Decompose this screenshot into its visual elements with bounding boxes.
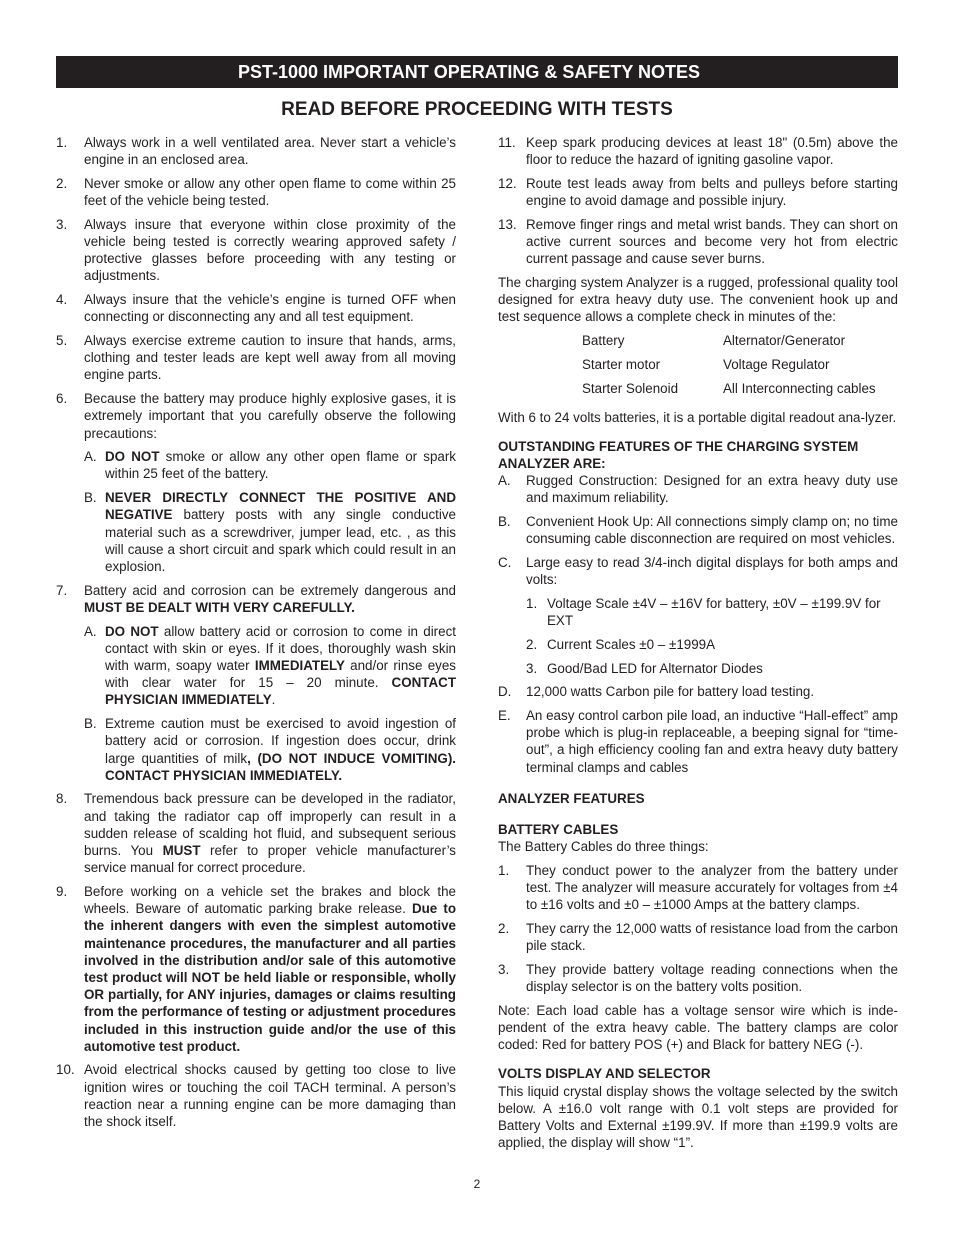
item-text: They carry the 12,000 watts of resistance load from the carbon pile stack. — [526, 921, 898, 954]
item-text: Tremendous back pressure can be developed in the radiator, and taking the radiator cap off improperly can result in a sudden release of scalding hot fluid, and subsequent serious burns. You — [84, 791, 456, 859]
item-text: Always insure that the vehicle’s engine is turned OFF when connecting or disconnecting any and all test equipment. — [84, 292, 456, 325]
component-cell: Voltage Regulator — [723, 357, 830, 373]
safety-note-6a — [84, 448, 456, 482]
safety-note-6 — [56, 390, 456, 442]
safety-note-7 — [56, 582, 456, 616]
item-text: Route test leads away from belts and pulleys before starting engine to avoid damage and possible injury. — [526, 175, 898, 209]
item-text: smoke or allow any other open flame or spark within 25 feet of the battery. — [105, 449, 456, 482]
feature-c — [498, 554, 898, 588]
item-number: E. — [498, 707, 511, 723]
item-text: Convenient Hook Up: All connections simply clamp on; no time consuming cable disconnection are required on most vehicles. — [526, 514, 898, 547]
item-text: Large easy to read 3/4-inch digital displays for both amps and volts: — [526, 555, 898, 588]
item-text: Remove finger rings and metal wrist bands. They can short on active current sources and become very hot from electric current passage and cause sever burns. — [526, 216, 898, 267]
safety-note-4 — [56, 291, 456, 325]
battery-cables-heading: BATTERY CABLES — [498, 822, 619, 837]
item-bold-text: , (DO NOT INDUCE VOMITING). CONTACT PHYSICIAN IMMEDIATELY. — [105, 750, 456, 783]
item-bold-text: DO NOT — [105, 449, 160, 465]
feature-a — [498, 472, 898, 506]
item-text: 12,000 watts Carbon pile for battery load testing. — [526, 684, 815, 700]
volts-display-text: This liquid crystal display shows the voltage selected by the switch below. A ±16.0 volt range with 0.1 volt steps are provided for Battery Volts and External ±199.9V. If more than ±199.9 volts are applied, the display will show “1”. — [498, 1083, 898, 1151]
item-number: A. — [84, 449, 97, 465]
item-number: 11. — [498, 135, 516, 150]
item-text: Because the battery may produce highly explosive gases, it is extremely important that you carefully observe the following precautions: — [84, 391, 456, 441]
component-cell: Battery — [582, 333, 625, 349]
item-number: 1. — [526, 595, 538, 611]
feature-b — [498, 513, 898, 547]
page-subtitle: READ BEFORE PROCEEDING WITH TESTS — [281, 99, 673, 120]
item-bold-text: Due to the inherent dangers with even the simplest automotive maintenance procedures, the manufacturer and all parties involved in the distribution and/or sale of this automotive test product will NOT be held liable or responsible, wholly OR partially, for ANY injuries, damages or claims resulting from the performance of testing or adjustment procedures included in this instruction guide and/or the use of this automotive test product. — [84, 901, 457, 1054]
item-number: A. — [84, 623, 97, 639]
analyzer-features-heading: ANALYZER FEATURES — [498, 790, 645, 806]
feature-c-2 — [526, 636, 898, 653]
safety-note-7b — [84, 715, 456, 784]
item-text: Never smoke or allow any other open flame to come within 25 feet of the vehicle being tested. — [84, 175, 456, 209]
volts-display-heading: VOLTS DISPLAY AND SELECTOR — [498, 1066, 711, 1082]
item-text: Current Scales ±0 – ±1999A — [547, 636, 716, 652]
analyzer-intro: The charging system Analyzer is a rugged, professional quality tool designed for extra heavy duty use. The convenient hook up and test sequence allows a complete check in minutes of the: — [498, 274, 898, 325]
feature-e — [498, 707, 898, 776]
item-number: 1. — [56, 135, 68, 150]
safety-note-6b — [84, 489, 456, 575]
item-number: 6. — [56, 391, 68, 407]
page-number: 2 — [473, 1177, 481, 1191]
item-number: 5. — [56, 333, 68, 349]
page-header-bar — [56, 56, 898, 88]
safety-note-7a — [84, 623, 456, 709]
safety-note-11 — [498, 134, 898, 168]
safety-note-13 — [498, 216, 898, 268]
item-text: Always exercise extreme caution to insure that hands, arms, clothing and tester leads are kept well away from all moving engine parts. — [84, 333, 456, 383]
item-number: 2. — [526, 636, 538, 652]
item-number: 7. — [56, 582, 68, 598]
item-text: battery posts with any single conductive material such as a screwdriver, jumper lead, etc. , as this will cause a short circuit and spark which could result in an explosion. — [105, 507, 456, 574]
item-text: Avoid electrical shocks caused by getting too close to live ignition wires or touching the coil TACH terminal. A person’s reaction near a running engine can be more damaging than the shock itself. — [84, 1062, 456, 1130]
feature-c-3 — [526, 660, 898, 677]
safety-note-8 — [56, 790, 456, 876]
volts-paragraph: With 6 to 24 volts batteries, it is a portable digital readout ana-lyzer. — [498, 409, 897, 425]
item-number: A. — [498, 473, 511, 489]
item-number: 8. — [56, 791, 68, 807]
page-header-title: PST-1000 IMPORTANT OPERATING & SAFETY NOTES — [238, 62, 701, 82]
item-number: B. — [498, 514, 511, 530]
battery-cables-intro: The Battery Cables do three things: — [498, 839, 709, 855]
item-text: Extreme caution must be exercised to avoid ingestion of battery acid or corrosion. If ingestion does occur, drink large quantities of milk — [105, 716, 456, 766]
item-number: 3. — [498, 961, 510, 977]
component-cell: Alternator/Generator — [723, 333, 846, 349]
item-text: Keep spark producing devices at least 18" (0.5m) above the floor to reduce the hazard of igniting gasoline vapor. — [526, 135, 898, 168]
item-text: They conduct power to the analyzer from the battery under test. The analyzer will measure accurately for voltages from ±4 to ±16 volts and ±0 – ±1000 Amps at the battery clamps. — [526, 862, 898, 913]
item-bold-text: MUST BE DEALT WITH VERY CAREFULLY. — [84, 599, 355, 615]
item-number: 3. — [56, 216, 68, 232]
left-column — [56, 134, 456, 1137]
safety-note-12 — [498, 175, 898, 209]
item-text: Good/Bad LED for Alternator Diodes — [547, 660, 763, 676]
item-number: 3. — [526, 660, 538, 676]
item-number: D. — [498, 684, 512, 700]
cable-function-1 — [498, 862, 898, 914]
item-text: and/or rinse eyes with clear water for 15 – 20 minute. — [105, 657, 456, 691]
item-text: Battery acid and corrosion can be extremely dangerous and — [84, 582, 456, 598]
item-number: 2. — [56, 175, 68, 191]
item-text: refer to proper vehicle manufacturer’s service manual for correct procedure. — [84, 843, 456, 876]
item-text: They provide battery voltage reading connections when the display selector is on the battery volts position. — [526, 961, 898, 995]
feature-c-1 — [526, 595, 898, 629]
safety-note-10 — [56, 1061, 456, 1130]
item-text: Voltage Scale ±4V – ±16V for battery, ±0V – ±199.9V for EXT — [547, 595, 881, 629]
item-number: 13. — [498, 216, 517, 232]
item-bold-text: NEVER DIRECTLY CONNECT THE POSITIVE AND NEGATIVE — [105, 490, 456, 523]
cable-function-2 — [498, 920, 898, 954]
item-bold-text: IMMEDIATELY — [254, 657, 345, 673]
safety-note-5 — [56, 332, 456, 384]
item-bold-text: CONTACT PHYSICIAN IMMEDIATELY — [105, 675, 456, 708]
item-number: 2. — [498, 921, 510, 937]
safety-note-1 — [56, 134, 456, 168]
safety-note-3 — [56, 216, 456, 285]
item-number: 12. — [498, 175, 517, 191]
item-text: Always insure that everyone within close proximity of the vehicle being tested is correctly wearing approved safety / protective glasses before proceeding with any testing or adjustments. — [84, 216, 456, 284]
item-bold-text: MUST — [162, 843, 201, 859]
item-number: B. — [84, 716, 97, 732]
item-text: allow battery acid or corrosion to come in direct contact with skin or eyes. If it does, thoroughly wash skin with warm, soapy water — [105, 623, 456, 673]
component-table — [582, 332, 876, 405]
item-text: Rugged Construction: Designed for an extra heavy duty use and maximum reliability. — [526, 473, 898, 506]
item-number: 10. — [56, 1062, 75, 1078]
component-cell: Starter Solenoid — [582, 381, 679, 397]
cable-function-3 — [498, 961, 898, 995]
item-text: Before working on a vehicle set the brakes and block the wheels. Beware of automatic parking brake release. — [84, 883, 456, 917]
cable-note: Note: Each load cable has a voltage sensor wire which is inde-pendent of the extra heavy cable. The battery clamps are color coded: Red for battery POS (+) and Black for battery NEG (-). — [498, 1002, 898, 1053]
item-bold-text: DO NOT — [105, 623, 159, 639]
component-row — [582, 332, 876, 356]
safety-note-2 — [56, 175, 456, 209]
component-cell: All Interconnecting cables — [723, 381, 876, 397]
features-heading: OUTSTANDING FEATURES OF THE CHARGING SYSTEM ANALYZER ARE: — [498, 438, 859, 472]
item-text: Always work in a well ventilated area. Never start a vehicle’s engine in an enclosed area. — [84, 135, 456, 168]
component-cell: Starter motor — [582, 357, 661, 373]
item-number: 4. — [56, 292, 68, 308]
item-number: 1. — [498, 862, 510, 878]
safety-note-9 — [56, 883, 456, 1055]
right-column — [498, 134, 898, 1158]
component-row — [582, 380, 876, 404]
component-row — [582, 356, 876, 380]
item-text: . — [271, 692, 276, 708]
item-number: B. — [84, 490, 97, 506]
feature-d — [498, 683, 898, 700]
item-text: An easy control carbon pile load, an inductive “Hall-effect” amp probe which is plug-in replaceable, a beeping signal for “time-out”, a high efficiency cooling fan and extra heavy duty battery terminal clamps and cables — [526, 707, 898, 775]
item-number: 9. — [56, 883, 68, 899]
item-number: C. — [498, 555, 512, 571]
